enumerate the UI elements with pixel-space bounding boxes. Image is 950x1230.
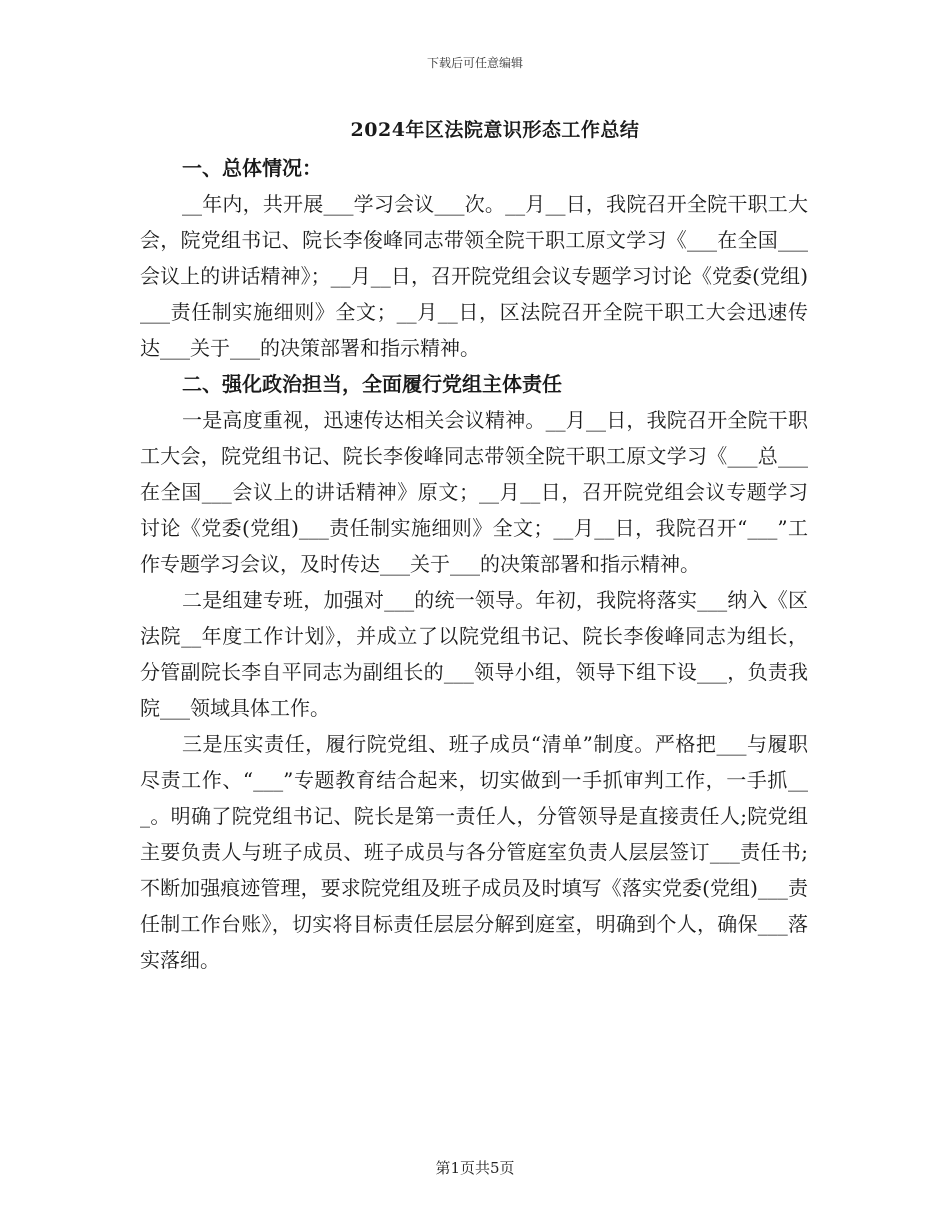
paragraph-point-one: 一是高度重视，迅速传达相关会议精神。__月__日，我院召开全院干职工大会，院党组书记、院长李俊峰同志带领全院干职工原文学习《___总___在全国___会议上的讲话精神》原文；__月__日，召开院党组会议专题学习讨论《党委(党组)___责任制实施细则》全文；__月__日，我院召开“___”工作专题学习会议，及时传达___关于___的决策部署和指示精神。 (140, 408, 808, 576)
document-title: 2024年区法院意识形态工作总结 (350, 119, 640, 141)
page-indicator: 第1页共5页 (435, 1159, 515, 1177)
header-note: 下载后可任意编辑 (426, 56, 523, 70)
paragraph-point-three: 三是压实责任，履行院党组、班子成员“清单”制度。严格把___与履职尽责工作、“___”专题教育结合起来，切实做到一手抓审判工作，一手抓___。明确了院党组书记、院长是第一责任人，分管领导是直接责任人;院党组主要负责人与班子成员、班子成员与各分管庭室负责人层层签订___责任书;不断加强痕迹管理，要求院党组及班子成员及时填写《落实党委(党组)___责任制工作台账》，切实将目标责任层层分解到庭室，明确到个人，确保___落实落细。 (140, 732, 808, 972)
paragraph-overview: __年内，共开展___学习会议___次。__月__日，我院召开全院干职工大会，院党组书记、院长李俊峰同志带领全院干职工原文学习《___在全国___会议上的讲话精神》；__月__日，召开院党组会议专题学习讨论《党委(党组)___责任制实施细则》全文；__月__日，区法院召开全院干职工大会迅速传达___关于___的决策部署和指示精神。 (140, 192, 808, 360)
section-heading-responsibility: 二、强化政治担当，全面履行党组主体责任 (182, 372, 562, 396)
document-body (140, 150, 808, 978)
section-heading-overview: 一、总体情况： (182, 156, 322, 180)
paragraph-point-two: 二是组建专班，加强对___的统一领导。年初，我院将落实___纳入《区法院__年度工作计划》，并成立了以院党组书记、院长李俊峰同志为组长，分管副院长李自平同志为副组长的___领导小组，领导下组下设___，负责我院___领域具体工作。 (140, 588, 808, 720)
